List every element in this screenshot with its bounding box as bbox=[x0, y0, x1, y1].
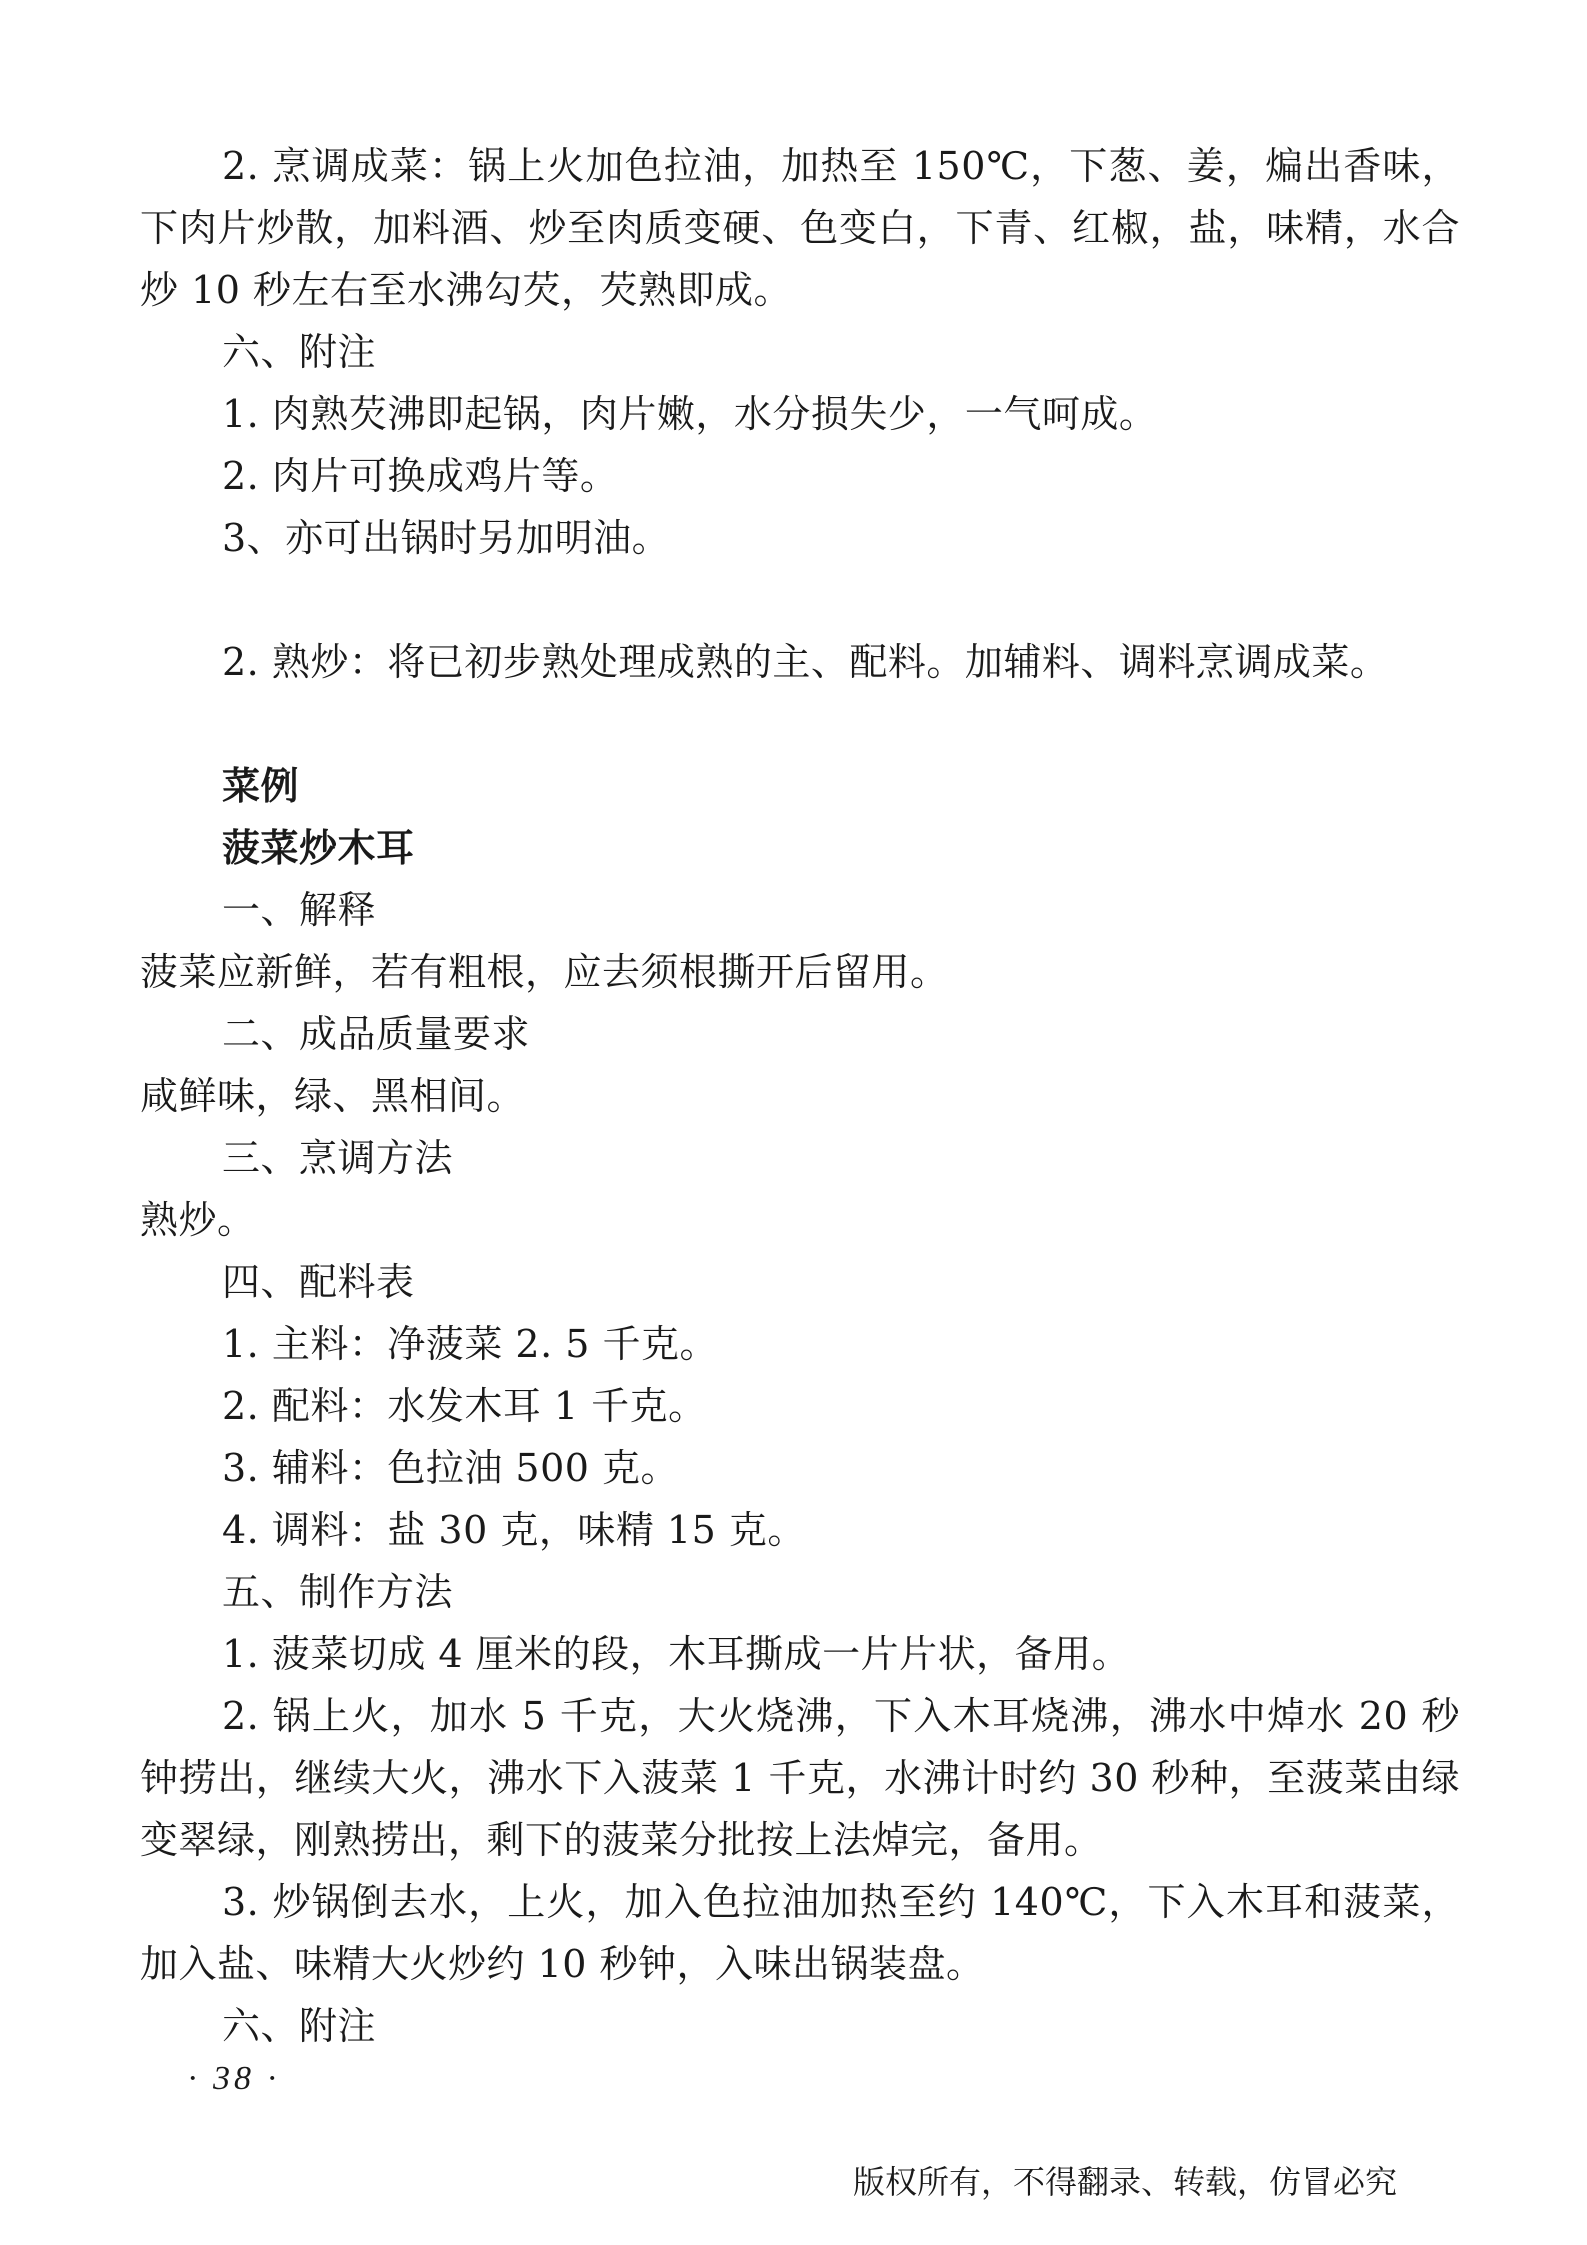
section-heading-ingredients: 四、配料表 bbox=[222, 1260, 415, 1304]
page-body bbox=[140, 135, 1460, 2057]
section-heading-explanation: 一、解释 bbox=[222, 888, 377, 932]
ingredient-item-2: 2. 配料：水发木耳 1 千克。 bbox=[222, 1384, 707, 1428]
quality-text: 咸鲜味，绿、黑相间。 bbox=[140, 1074, 526, 1118]
section-heading-notes: 六、附注 bbox=[222, 330, 377, 374]
example-heading: 菜例 bbox=[222, 764, 300, 808]
ingredient-item-1: 1. 主料：净菠菜 2. 5 千克。 bbox=[222, 1322, 719, 1366]
section-heading-quality: 二、成品质量要求 bbox=[222, 1012, 531, 1056]
ingredient-item-4: 4. 调料：盐 30 克，味精 15 克。 bbox=[222, 1508, 806, 1552]
section-heading-preparation: 五、制作方法 bbox=[222, 1570, 454, 1614]
dish-title: 菠菜炒木耳 bbox=[222, 826, 415, 870]
copyright-notice: 版权所有，不得翻录、转载，仿冒必究 bbox=[852, 2163, 1397, 2201]
ingredient-item-3: 3. 辅料：色拉油 500 克。 bbox=[222, 1446, 680, 1490]
explanation-text: 菠菜应新鲜，若有粗根，应去须根撕开后留用。 bbox=[140, 950, 949, 994]
method-text: 熟炒。 bbox=[140, 1198, 256, 1242]
spacer bbox=[140, 693, 1460, 755]
step-cooking-paragraph: 2. 烹调成菜：锅上火加色拉油，加热至 150℃，下葱、姜，煸出香味，下肉片炒散，加料酒、炒至肉质变硬、色变白，下青、红椒，盐，味精，水合炒 10 秒左右至水沸勾芡，芡熟即成。 bbox=[140, 144, 1460, 312]
spacer bbox=[140, 569, 1460, 631]
section-heading-notes-2: 六、附注 bbox=[222, 2004, 377, 2048]
preparation-step-3: 3. 炒锅倒去水，上火，加入色拉油加热至约 140℃，下入木耳和菠菜，加入盐、味精大火炒约 10 秒钟，入味出锅装盘。 bbox=[140, 1880, 1460, 1986]
preparation-step-1: 1. 菠菜切成 4 厘米的段，木耳撕成一片片状，备用。 bbox=[222, 1632, 1131, 1676]
preparation-step-2: 2. 锅上火，加水 5 千克，大火烧沸，下入木耳烧沸，沸水中焯水 20 秒钟捞出，继续大火，沸水下入菠菜 1 千克，水沸计时约 30 秒种，至菠菜由绿变翠绿，刚熟捞出，剩下的菠菜分批按上法焯完，备用。 bbox=[140, 1694, 1460, 1862]
note-item-2: 2. 肉片可换成鸡片等。 bbox=[222, 454, 619, 498]
note-item-3: 3、亦可出锅时另加明油。 bbox=[222, 516, 671, 560]
section-heading-method: 三、烹调方法 bbox=[222, 1136, 454, 1180]
page-number: · 38 · bbox=[188, 2060, 280, 2097]
note-item-1: 1. 肉熟芡沸即起锅，肉片嫩，水分损失少，一气呵成。 bbox=[222, 392, 1158, 436]
method-definition-paragraph: 2. 熟炒：将已初步熟处理成熟的主、配料。加辅料、调料烹调成菜。 bbox=[222, 640, 1389, 684]
